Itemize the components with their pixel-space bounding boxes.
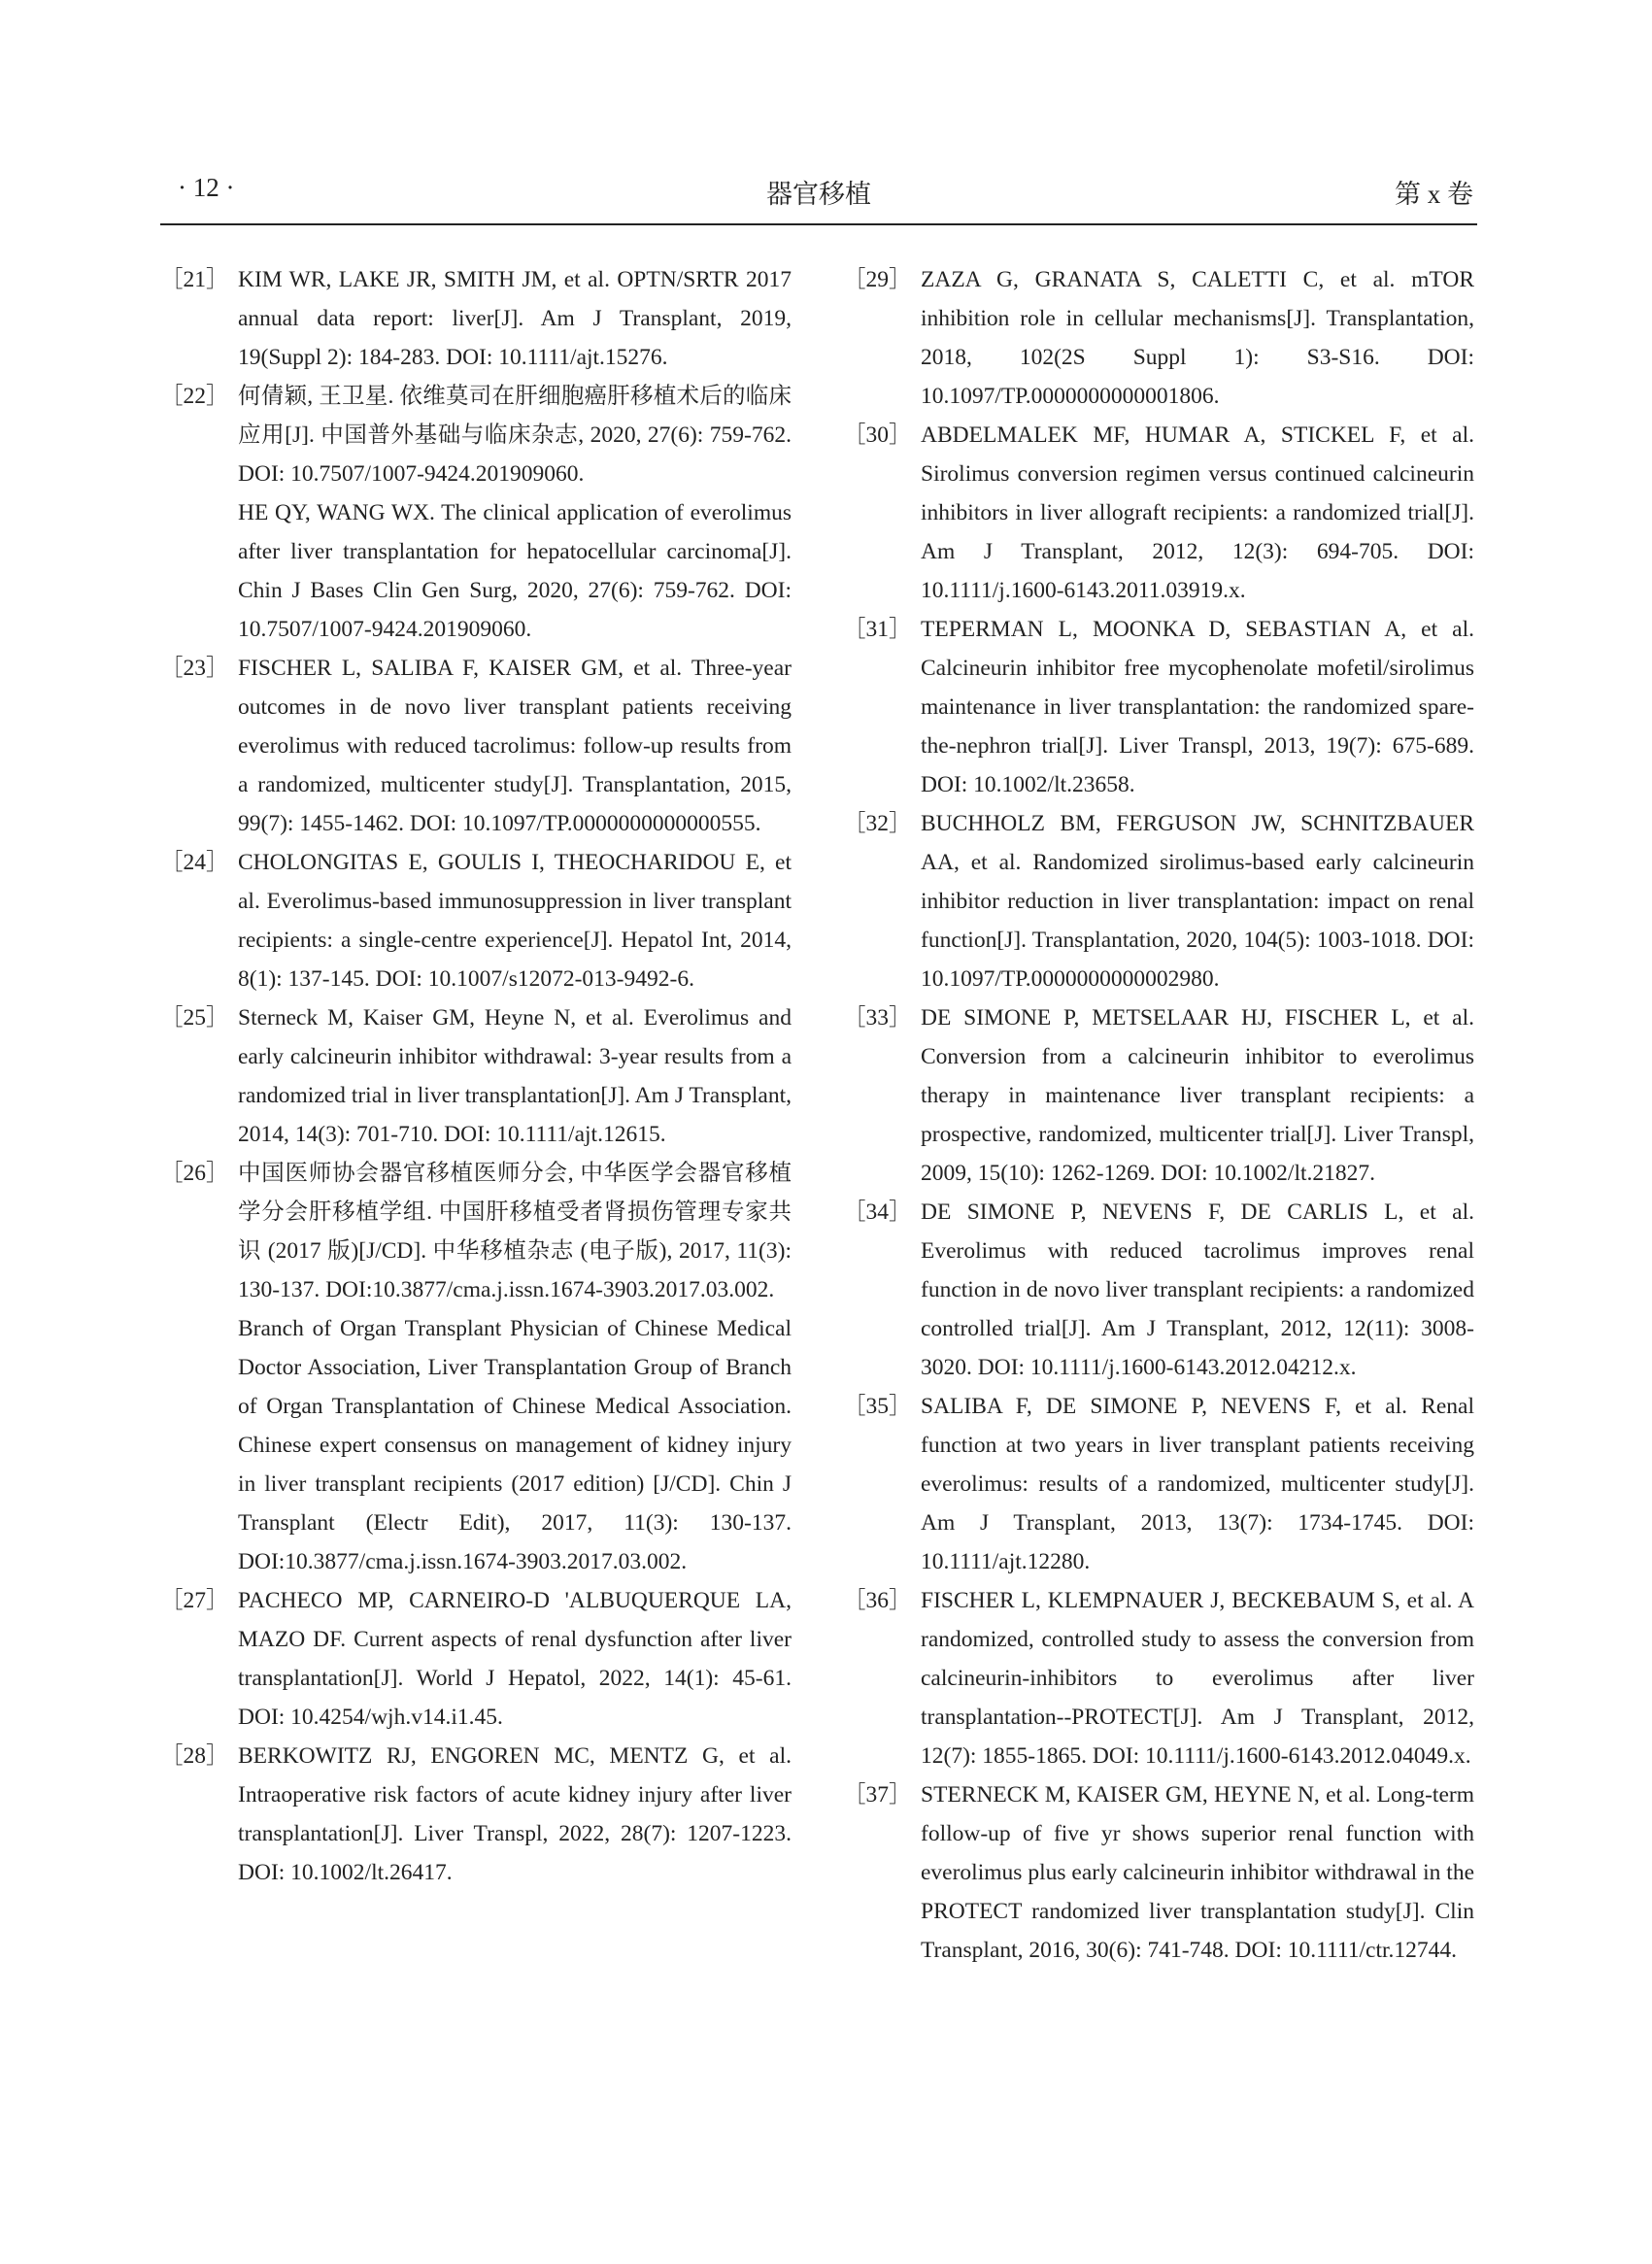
reference-paragraph: 何倩颖, 王卫星. 依维莫司在肝细胞癌肝移植术后的临床应用[J]. 中国普外基础与临床杂志, 2020, 27(6): 759-762. DOI: 10.7507/1007-9424.201909060. [238, 384, 792, 487]
reference-paragraph: ABDELMALEK MF, HUMAR A, STICKEL F, et al. Sirolimus conversion regimen versus continued calcineurin inhibitors in liver allograft recipients: a randomized trial[J]. Am J Transplant, 2012, 12(3): 694-705. DOI: 10.1111/j.1600-6143.2011.03919.x. [921, 422, 1474, 603]
reference-entry [160, 843, 792, 998]
volume-label: 第 x 卷 [1395, 180, 1473, 209]
reference-number: ［31］ [843, 617, 912, 642]
reference-text [238, 649, 792, 843]
reference-text [921, 998, 1474, 1193]
reference-entry [160, 1737, 792, 1892]
reference-paragraph: SALIBA F, DE SIMONE P, NEVENS F, et al. Renal function at two years in liver transplant patients receiving everolimus: results of a randomized, multicenter study[J]. Am J Transplant, 2013, 13(7): 1734-1745. DOI: 10.1111/ajt.12280. [921, 1394, 1474, 1574]
reference-paragraph: CHOLONGITAS E, GOULIS I, THEOCHARIDOU E, et al. Everolimus-based immunosuppression in liver transplant recipients: a single-centre experience[J]. Hepatol Int, 2014, 8(1): 137-145. DOI: 10.1007/s12072-013-9492-6. [238, 850, 792, 992]
reference-entry [160, 260, 792, 377]
reference-paragraph: DE SIMONE P, NEVENS F, DE CARLIS L, et al. Everolimus with reduced tacrolimus improves renal function in de novo liver transplant recipients: a randomized controlled trial[J]. Am J Transplant, 2012, 12(11): 3008-3020. DOI: 10.1111/j.1600-6143.2012.04212.x. [921, 1200, 1474, 1380]
reference-text [921, 1193, 1474, 1387]
reference-entry [843, 804, 1474, 998]
reference-entry [160, 1154, 792, 1581]
reference-paragraph: BERKOWITZ RJ, ENGOREN MC, MENTZ G, et al. Intraoperative risk factors of acute kidney injury after liver transplantation[J]. Liver Transpl, 2022, 28(7): 1207-1223. DOI: 10.1002/lt.26417. [238, 1743, 792, 1885]
reference-entry [843, 998, 1474, 1193]
reference-text [238, 843, 792, 998]
reference-number: ［21］ [160, 267, 229, 292]
reference-entry [843, 1775, 1474, 1970]
reference-entry [160, 998, 792, 1154]
reference-number: ［23］ [160, 656, 229, 681]
reference-text [921, 1581, 1474, 1775]
page-number: · 12 · [178, 173, 235, 202]
reference-column-left [160, 260, 792, 1892]
reference-paragraph: KIM WR, LAKE JR, SMITH JM, et al. OPTN/SRTR 2017 annual data report: liver[J]. Am J Transplant, 2019, 19(Suppl 2): 184-283. DOI: 10.1111/ajt.15276. [238, 267, 792, 370]
reference-entry [843, 1193, 1474, 1387]
reference-paragraph: BUCHHOLZ BM, FERGUSON JW, SCHNITZBAUER AA, et al. Randomized sirolimus-based early calcineurin inhibitor reduction in liver transplantation: impact on renal function[J]. Transplantation, 2020, 104(5): 1003-1018. DOI: 10.1097/TP.0000000000002980. [921, 811, 1474, 992]
reference-paragraph: FISCHER L, KLEMPNAUER J, BECKEBAUM S, et al. A randomized, controlled study to assess the conversion from calcineurin-inhibitors to everolimus after liver transplantation--PROTECT[J]. Am J Transplant, 2012, 12(7): 1855-1865. DOI: 10.1111/j.1600-6143.2012.04049.x. [921, 1588, 1474, 1769]
reference-text [238, 998, 792, 1154]
reference-text [238, 1737, 792, 1892]
reference-number: ［28］ [160, 1743, 229, 1769]
reference-entry [160, 377, 792, 649]
reference-number: ［33］ [843, 1005, 912, 1031]
reference-entry [160, 1581, 792, 1737]
reference-entry [843, 1581, 1474, 1775]
reference-text [921, 804, 1474, 998]
journal-title: 器官移植 [766, 180, 871, 209]
reference-entry [843, 260, 1474, 416]
reference-paragraph: Sterneck M, Kaiser GM, Heyne N, et al. Everolimus and early calcineurin inhibitor withdrawal: 3-year results from a randomized trial in liver transplantation[J]. Am J Transplant, 2014, 14(3): 701-710. DOI: 10.1111/ajt.12615. [238, 1005, 792, 1147]
reference-text [921, 1387, 1474, 1581]
reference-number: ［26］ [160, 1161, 229, 1186]
reference-number: ［25］ [160, 1005, 229, 1031]
reference-text [921, 260, 1474, 416]
reference-number: ［30］ [843, 422, 912, 448]
reference-number: ［29］ [843, 267, 912, 292]
reference-number: ［22］ [160, 384, 229, 409]
reference-number: ［37］ [843, 1782, 912, 1808]
reference-entry [843, 416, 1474, 610]
reference-text [238, 1581, 792, 1737]
reference-paragraph: ZAZA G, GRANATA S, CALETTI C, et al. mTOR inhibition role in cellular mechanisms[J]. Transplantation, 2018, 102(2S Suppl 1): S3-S16. DOI: 10.1097/TP.0000000000001806. [921, 267, 1474, 409]
reference-paragraph: HE QY, WANG WX. The clinical application of everolimus after liver transplantation for hepatocellular carcinoma[J]. Chin J Bases Clin Gen Surg, 2020, 27(6): 759-762. DOI: 10.7507/1007-9424.201909060. [238, 500, 792, 642]
reference-text [238, 260, 792, 377]
reference-number: ［27］ [160, 1588, 229, 1613]
reference-entry [843, 610, 1474, 804]
reference-paragraph: TEPERMAN L, MOONKA D, SEBASTIAN A, et al. Calcineurin inhibitor free mycophenolate mofetil/sirolimus maintenance in liver transplantation: the randomized spare-the-nephron trial[J]. Liver Transpl, 2013, 19(7): 675-689. DOI: 10.1002/lt.23658. [921, 617, 1474, 797]
reference-paragraph: STERNECK M, KAISER GM, HEYNE N, et al. Long-term follow-up of five yr shows superior renal function with everolimus plus early calcineurin inhibitor withdrawal in the PROTECT randomized liver transplantation study[J]. Clin Transplant, 2016, 30(6): 741-748. DOI: 10.1111/ctr.12744. [921, 1782, 1474, 1963]
reference-number: ［35］ [843, 1394, 912, 1419]
reference-text [921, 610, 1474, 804]
reference-number: ［36］ [843, 1588, 912, 1613]
reference-number: ［24］ [160, 850, 229, 875]
reference-text [921, 1775, 1474, 1970]
reference-paragraph: PACHECO MP, CARNEIRO-D 'ALBUQUERQUE LA, MAZO DF. Current aspects of renal dysfunction after liver transplantation[J]. World J Hepatol, 2022, 14(1): 45-61. DOI: 10.4254/wjh.v14.i1.45. [238, 1588, 792, 1730]
reference-entry [843, 1387, 1474, 1581]
reference-paragraph: Branch of Organ Transplant Physician of Chinese Medical Doctor Association, Liver Transplantation Group of Branch of Organ Transplantation of Chinese Medical Association. Chinese expert consensus on management of kidney injury in liver transplant recipients (2017 edition) [J/CD]. Chin J Transplant (Electr Edit), 2017, 11(3): 130-137. DOI:10.3877/cma.j.issn.1674-3903.2017.03.002. [238, 1316, 792, 1574]
reference-text [238, 1154, 792, 1581]
reference-paragraph: FISCHER L, SALIBA F, KAISER GM, et al. Three-year outcomes in de novo liver transplant patients receiving everolimus with reduced tacrolimus: follow-up results from a randomized, multicenter study[J]. Transplantation, 2015, 99(7): 1455-1462. DOI: 10.1097/TP.0000000000000555. [238, 656, 792, 836]
reference-column-right [843, 260, 1474, 1970]
reference-text [921, 416, 1474, 610]
reference-entry [160, 649, 792, 843]
reference-paragraph: DE SIMONE P, METSELAAR HJ, FISCHER L, et al. Conversion from a calcineurin inhibitor to everolimus therapy in maintenance liver transplant recipients: a prospective, randomized, multicenter trial[J]. Liver Transpl, 2009, 15(10): 1262-1269. DOI: 10.1002/lt.21827. [921, 1005, 1474, 1186]
reference-number: ［34］ [843, 1200, 912, 1225]
reference-paragraph: 中国医师协会器官移植医师分会, 中华医学会器官移植学分会肝移植学组. 中国肝移植受者肾损伤管理专家共识 (2017 版)[J/CD]. 中华移植杂志 (电子版), 2017, 11(3): 130-137. DOI:10.3877/cma.j.issn.1674-3903.2017.03.002. [238, 1161, 792, 1302]
page-header [160, 171, 1477, 225]
reference-number: ［32］ [843, 811, 912, 836]
reference-text [238, 377, 792, 649]
